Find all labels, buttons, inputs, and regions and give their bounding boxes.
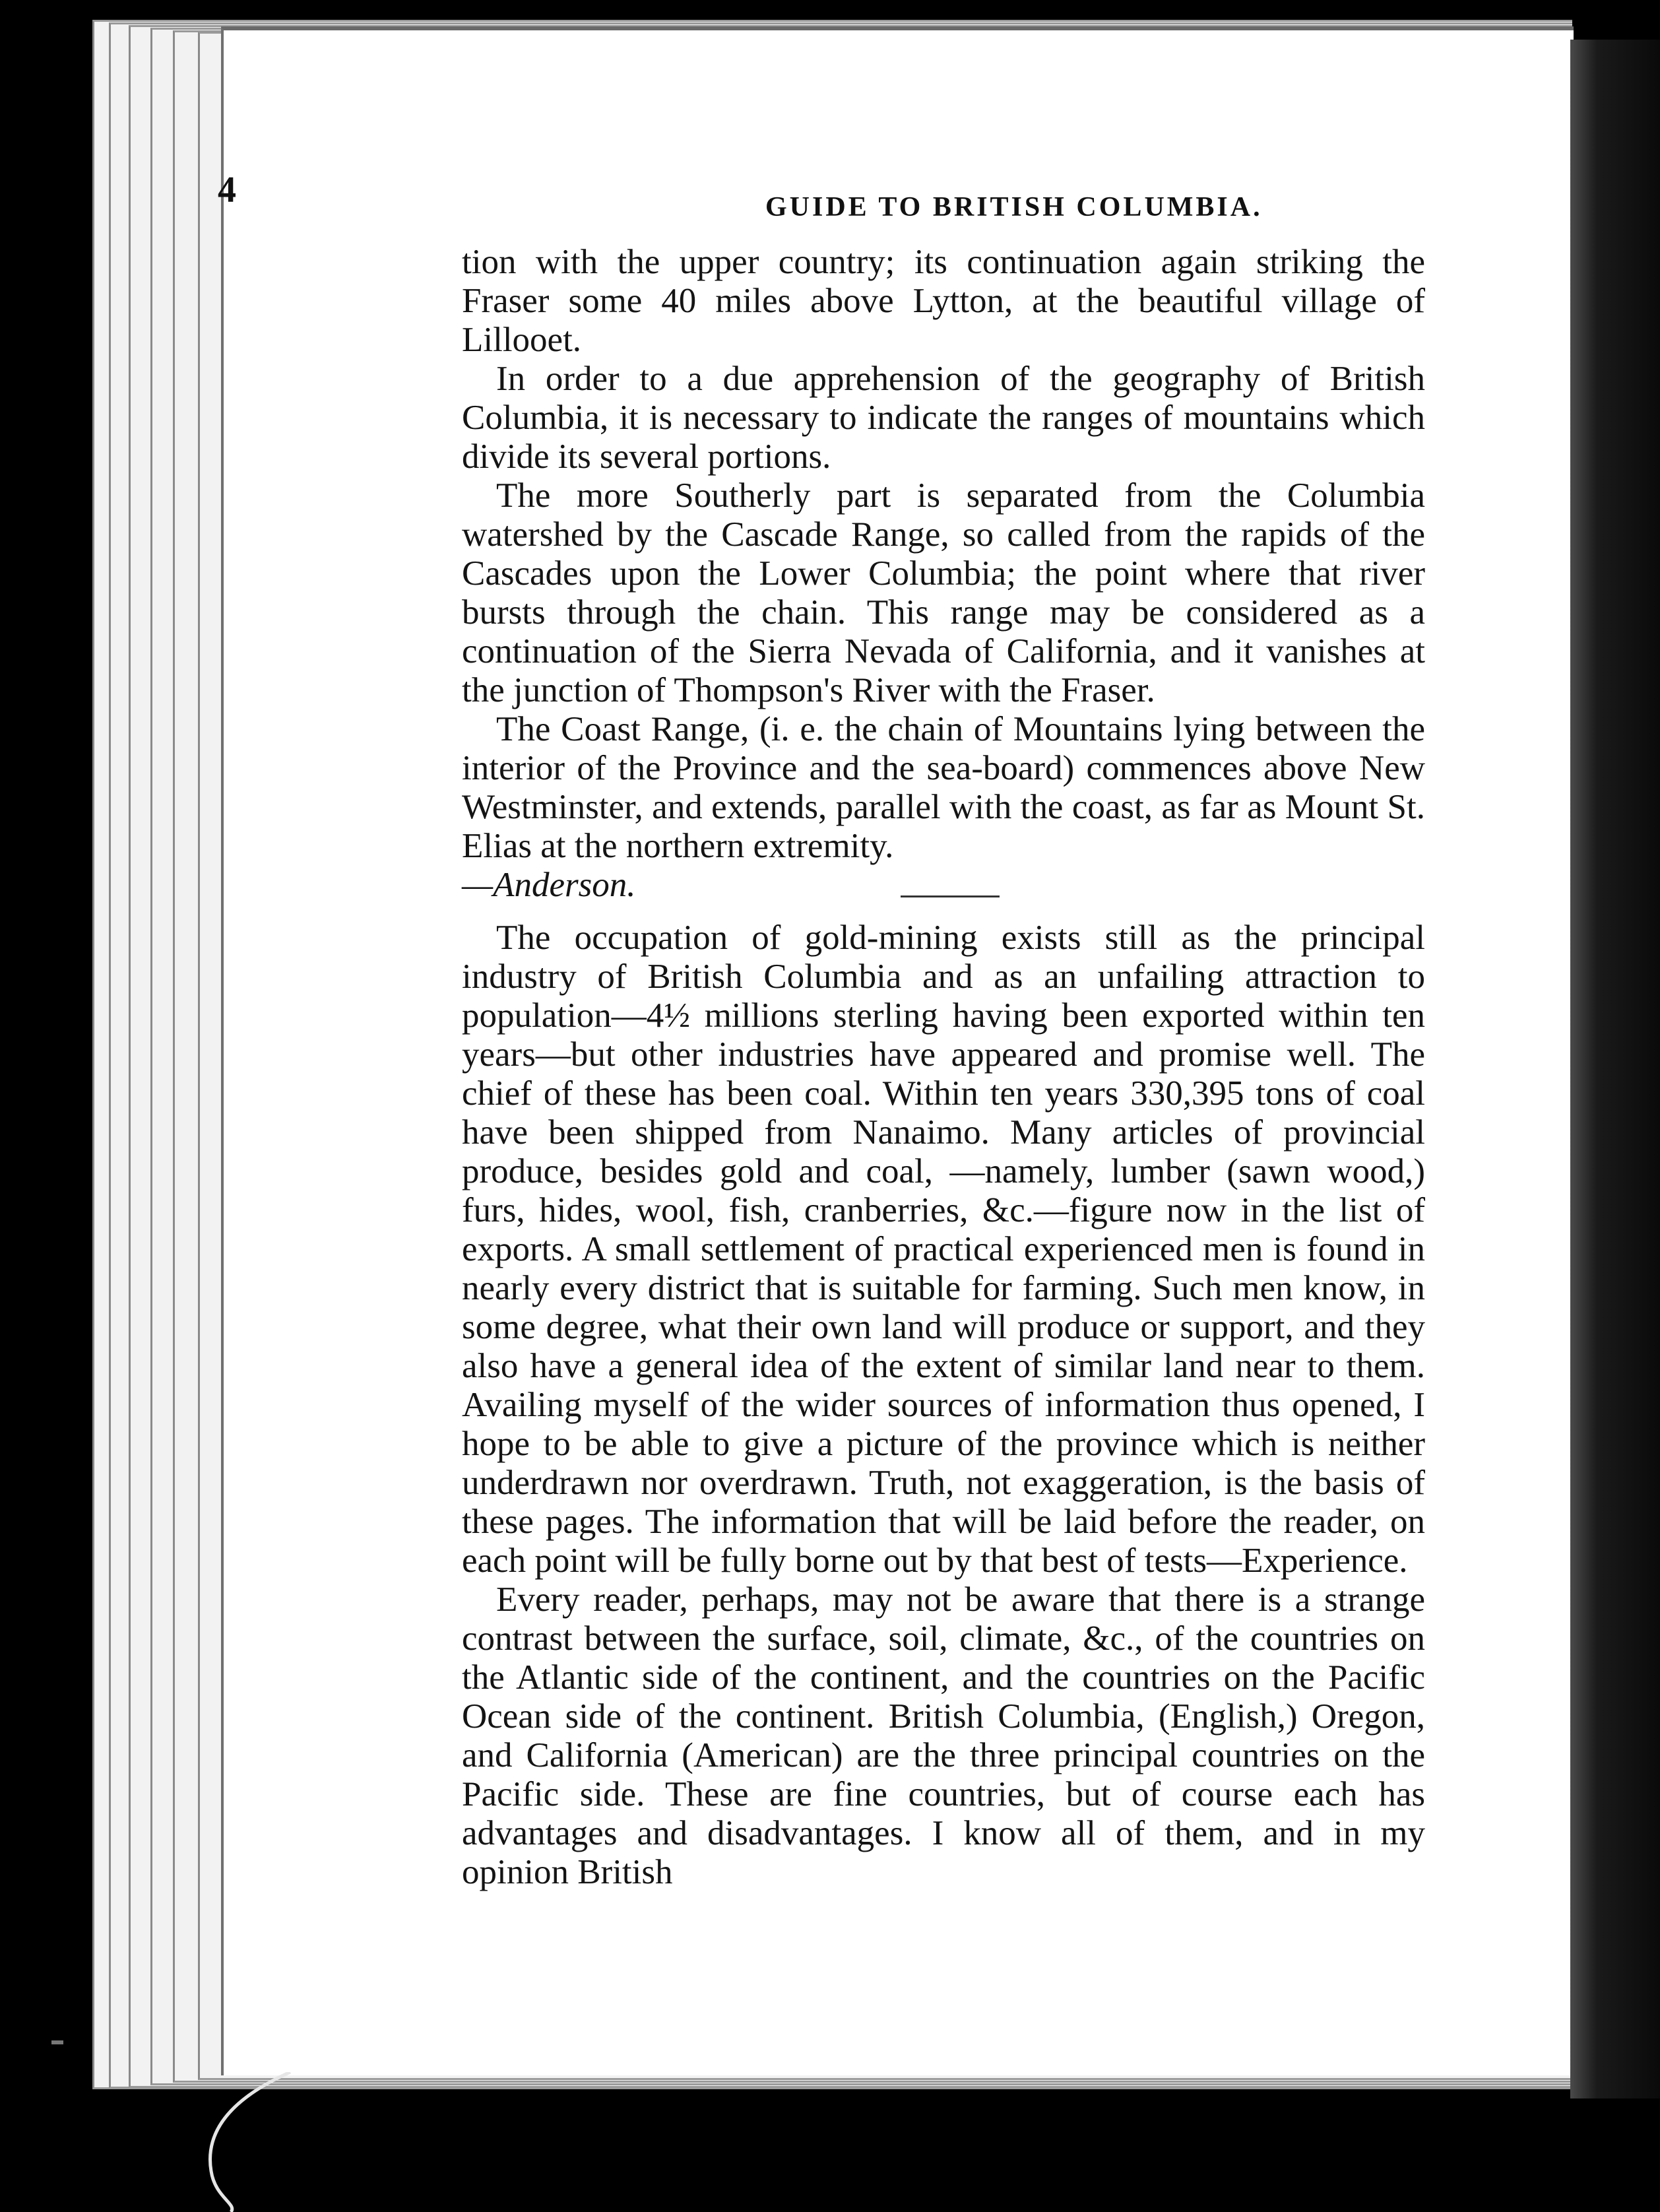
attribution: —Anderson. bbox=[462, 866, 636, 904]
paragraph: Every reader, perhaps, may not be aware that there is a strange contrast between the surface, soil, climate, &c., of the countries on the Atlantic side of the continent, and the countries on the Pacific Ocean side of the continent. British Columbia, (English,) Oregon, and California (American) are the three principal countries on the Pacific side. These are fine countries, but of course each has advantages and disadvantages. I know all of them, and in my opinion British bbox=[462, 1580, 1425, 1891]
text-block-top bbox=[462, 243, 1425, 905]
paragraph: The Coast Range, (i. e. the chain of Mountains lying between the interior of the Province and the sea-board) commences above New Westminster, and extends, parallel with the coast, as far as Mount St. Elias at the northern extremity. bbox=[462, 710, 1425, 865]
running-head: GUIDE TO BRITISH COLUMBIA. bbox=[765, 192, 1263, 222]
paragraph: In order to a due apprehension of the geography of British Columbia, it is necessary to indicate the ranges of mountains which divide its several portions. bbox=[462, 360, 1425, 476]
loose-thread bbox=[191, 2072, 303, 2212]
text-block-bottom bbox=[462, 919, 1425, 1892]
paragraph: The more Southerly part is separated from the Columbia watershed by the Cascade Range, so called from the rapids of the Cascades upon the Lower Columbia; the point where that river bursts through the chain. This range may be considered as a continuation of the Sierra Nevada of California, and it vanishes at the junction of Thompson's River with the Fraser. bbox=[462, 476, 1425, 709]
paragraph: tion with the upper country; its continuation again striking the Fraser some 40 miles above Lytton, at the beautiful village of Lillooet. bbox=[462, 243, 1425, 359]
section-divider bbox=[901, 895, 1000, 897]
margin-mark bbox=[51, 2040, 63, 2044]
paragraph: The occupation of gold-mining exists still as the principal industry of British Columbia and as an unfailing attraction to population—4½ millions sterling having been exported within ten years—but other industries have appeared and promise well. The chief of these has been coal. Within ten years 330,395 tons of coal have been shipped from Nanaimo. Many articles of provincial produce, besides gold and coal, —namely, lumber (sawn wood,) furs, hides, wool, fish, cranberries, &c.—figure now in the list of exports. A small settlement of practical experienced men is found in nearly every district that is suitable for farming. Such men know, in some degree, what their own land will produce or support, and they also have a general idea of the extent of similar land near to them. Availing myself of the wider sources of information thus opened, I hope to be able to give a picture of the province which is neither underdrawn nor overdrawn. Truth, not exaggeration, is the basis of these pages. The information that will be laid before the reader, on each point will be fully borne out by that best of tests—Experience. bbox=[462, 919, 1425, 1580]
page-number: 4 bbox=[218, 170, 236, 211]
book-gutter-shadow bbox=[1570, 40, 1660, 2098]
